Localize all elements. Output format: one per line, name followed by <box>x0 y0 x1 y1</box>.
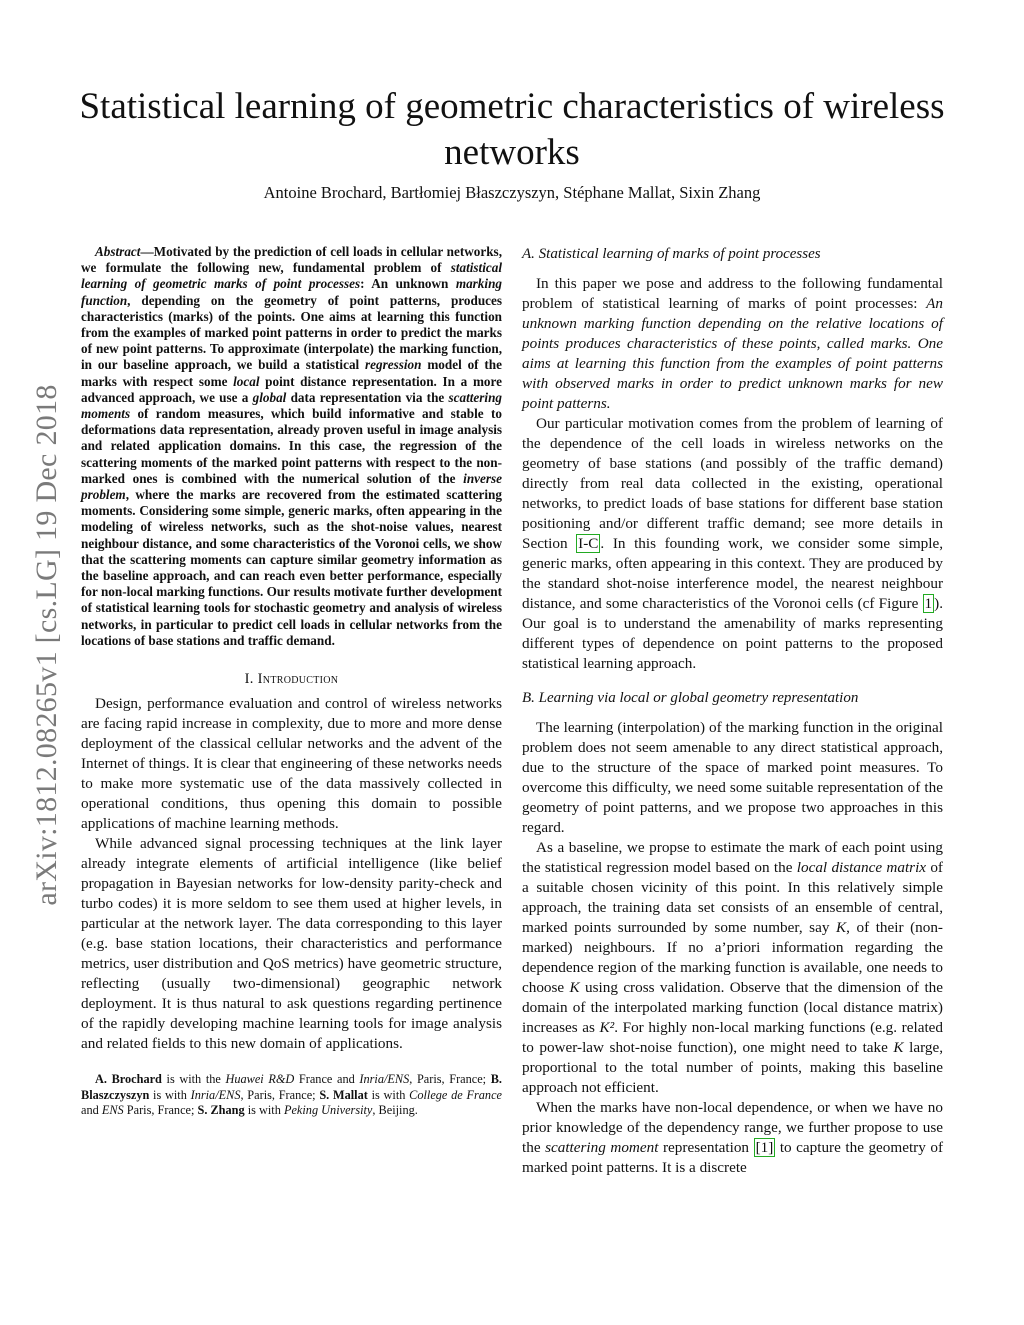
subsection-b-heading: B. Learning via local or global geometry representation <box>522 690 859 706</box>
citation-link[interactable]: [1] <box>755 1139 774 1156</box>
arxiv-identifier: arXiv:1812.08265v1 [cs.LG] 19 Dec 2018 <box>30 384 63 906</box>
section-b-paragraph: When the marks have non-local dependence, or when we have no prior knowledge of the dependency range, we further propose to use the scattering moment representation [1] to capture the geometry of marked point patterns. It is a discrete <box>522 1099 944 1176</box>
section-a-paragraph: In this paper we pose and address to the following fundamental problem of statistical learning of marks of point processes: An unknown marking function depending on the relative locations of points produces characteristics of these points, called marks. One aims at learning this function from the examples of point patterns with observed marks in order to predict unknown marks for new point patterns. <box>522 275 943 412</box>
section-a-paragraph: Our particular motivation comes from the problem of learning of the dependence of the cell loads in wireless networks on the geometry of base stations (and possibly of the traffic demand) directly from real data collected in the existing, operational networks, to predict loads of base stations for different base station positioning and/or different traffic demand; see more details in Section I-C . In this founding work, we consider some simple, generic marks, often appearing in this context. They are produced by the standard shot-noise interference model, the nearest neighbour distance, and some characteristics of the Voronoi cells (cf Figure 1 ). Our goal is to understand the amenability of marks representing different types of dependence on point patterns to the proposed statistical learning approach. <box>522 415 943 672</box>
intro-paragraph: Design, performance evaluation and control of wireless networks are facing rapid increase in complexity, due to more and more dense deployment of the classical cellular networks and the advent of the Internet of things. It is clear that engineering of these networks needs to make more systematic use of the data massively collected in operational conditions, thus opening this domain to possible applications of machine learning methods. <box>81 695 502 833</box>
left-column <box>81 244 502 1119</box>
intro-heading: I. Introduction <box>244 671 339 688</box>
abstract: Abstract—Motivated by the prediction of cell loads in cellular networks, we formulate the following new, fundamental problem of statistical learning of geometric marks of point processes: An unknown marking function, depending on the geometry of point patterns, produces characteristics (marks) of the points. One aims at learning this function from the examples of marked point patterns in order to predict the marks of new point patterns. To approximate (interpolate) the marking function, in our baseline approach, we build a statistical regression model of the marks with respect some local point distance representation. In a more advanced approach, we use a global data representation via the scattering moments of random measures, which build informative and stable to deformations data representation, already proven useful in image analysis and related application domains. In this case, the regression of the scattering moments of the marked point patterns with respect to the non-marked ones is combined with the numerical solution of the inverse problem, where the marks are recovered from the estimated scattering moments. Considering some simple, generic marks, often appearing in the modeling of wireless networks, such as the shot-noise values, nearest neighbour distance, and some characteristics of the Voronoi cells, we show that the scattering moments can capture similar geometry information as the baseline approach, and can reach even better performance, especially for non-local marking functions. Our results motivate further development of statistical learning tools for stochastic geometry and analysis of wireless networks, in particular to predict cell loads in cellular networks from the locations of base stations and traffic demand. <box>81 244 502 648</box>
subsection-a-heading: A. Statistical learning of marks of point processes <box>522 246 821 262</box>
abstract-label: Abstract <box>95 244 141 259</box>
section-b-paragraph: The learning (interpolation) of the marking function in the original problem does not seem amenable to any direct statistical approach, due to the structure of the space of marked point measures. To overcome this difficulty, we need some suitable representation of the geometry of point patterns, and we propose two approaches in this regard. <box>522 719 943 836</box>
paper-title: Statistical learning of geometric characteristics of wireless networks <box>79 86 945 173</box>
intro-paragraph: While advanced signal processing techniques at the link layer already integrate elements of artificial intelligence (like belief propagation in Bayesian networks for low-density parity-check and turbo codes) it is more seldom to see them used at higher levels, in particular at the network layer. The data corresponding to this layer (e.g. base station locations, their characteristics and performance metrics, user distribution and QoS metrics) have geometric structure, reflecting (usually two-dimensional) geographic network deployment. It is thus natural to ask questions regarding pertinence of the rapidly developing machine learning tools for image analysis and related fields to this new domain of applications. <box>81 835 502 1053</box>
section-b-paragraph: As a baseline, we propse to estimate the mark of each point using the statistical regression model based on the local distance matrix of a suitable chosen vicinity of this point. In this relatively simple approach, the training data set consists of an ensemble of central, marked points surrounded by some number, say K, of their (non-marked) neighbours. If no a’priori information regarding the dependence region of the marking function is available, one needs to choose K using cross validation. Observe that the dimension of the domain of the interpolated marking function (local distance matrix) increases as K². For highly non-local marking functions (e.g. related to power-law shot-noise function), one might need to take K large, proportional to the total number of points, making this baseline approach not efficient. <box>522 839 943 1096</box>
author-list: Antoine Brochard, Bartłomiej Błaszczyszyn, Stéphane Mallat, Sixin Zhang <box>263 183 761 202</box>
section-link[interactable]: I-C <box>578 535 599 552</box>
right-column <box>522 244 943 1178</box>
author-footnote: A. Brochard is with the Huawei R&D France and Inria/ENS, Paris, France; B. Blaszczyszyn is with Inria/ENS, Paris, France; S. Mallat is with College de France and ENS Paris, France; S. Zhang is with Peking University, Beijing. <box>81 1072 502 1118</box>
figure-link[interactable]: 1 <box>924 595 933 612</box>
